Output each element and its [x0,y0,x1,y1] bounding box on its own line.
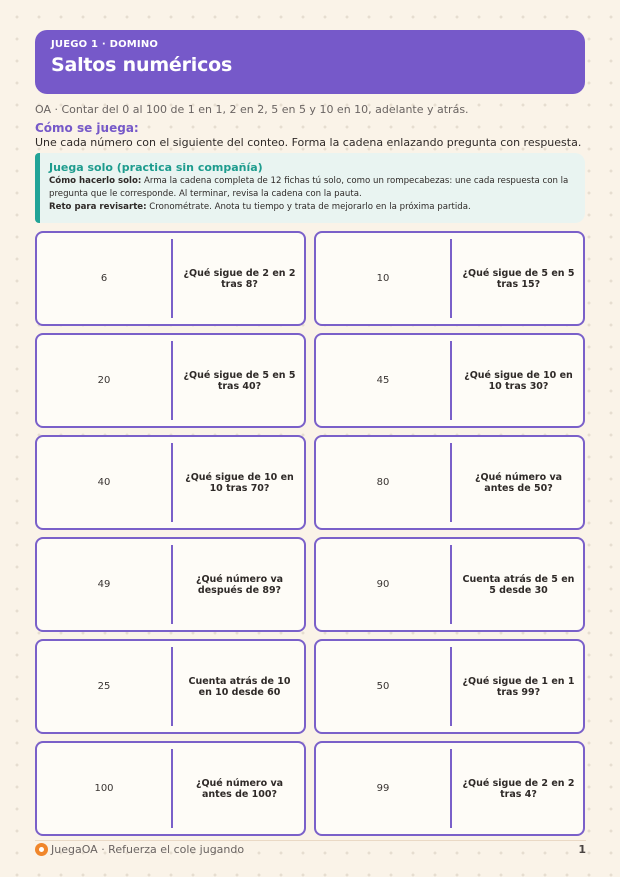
domino-card [35,639,306,734]
card-number: 49 [97,579,111,590]
card-number: 50 [376,681,390,692]
domino-card [35,231,306,326]
card-question: ¿Qué número va antes de 50? [474,471,563,494]
solo-how-paragraph [49,175,575,201]
page-number: 1 [578,843,586,856]
solo-challenge-paragraph [49,201,575,214]
card-divider [450,239,452,318]
how-to-text: Une cada número con el siguiente del conteo. Forma la cadena enlazando pregunta con respuesta. [35,136,582,149]
domino-card [314,537,585,632]
domino-card [35,537,306,632]
card-question: ¿Qué sigue de 1 en 1 tras 99? [462,675,575,698]
card-divider [171,545,173,624]
footer-brand: JuegaOA · Refuerza el cole jugando [51,843,245,856]
domino-card [314,435,585,530]
domino-card [314,333,585,428]
card-divider [450,443,452,522]
domino-card [35,741,306,836]
card-question: ¿Qué sigue de 2 en 2 tras 4? [462,777,575,800]
card-number: 45 [376,375,390,386]
solo-how-text: Arma la cadena completa de 12 fichas tú solo, como un rompecabezas: une cada respuesta con la pregunta que le corresponde. Al terminar, revisa la cadena con la pauta. [49,176,569,199]
card-question: ¿Qué número va después de 89? [195,573,284,596]
card-divider [450,545,452,624]
card-number: 20 [97,375,111,386]
solo-play-box [35,153,585,223]
card-divider [171,647,173,726]
card-question: ¿Qué sigue de 10 en 10 tras 30? [464,369,573,392]
learning-objective: OA · Contar del 0 al 100 de 1 en 1, 2 en 2, 5 en 5 y 10 en 10, adelante y atrás. [35,103,469,116]
card-number: 99 [376,783,390,794]
card-question: ¿Qué sigue de 5 en 5 tras 40? [183,369,296,392]
card-question: Cuenta atrás de 10 en 10 desde 60 [188,675,291,698]
card-question: ¿Qué número va antes de 100? [195,777,284,800]
solo-challenge-label: Reto para revisarte: [49,202,147,212]
header-banner [35,30,585,94]
game-kicker: JUEGO 1 · DOMINO [51,39,159,50]
footer-divider [35,840,586,841]
page-title: Saltos numéricos [51,54,233,76]
logo-circle-icon [35,843,48,856]
card-divider [450,647,452,726]
solo-challenge-text: Cronométrate. Anota tu tiempo y trata de mejorarlo en la próxima partida. [146,202,471,212]
domino-card [314,639,585,734]
card-question: ¿Qué sigue de 2 en 2 tras 8? [183,267,296,290]
page-footer [35,843,586,859]
domino-card [314,741,585,836]
card-divider [171,341,173,420]
card-number: 80 [376,477,390,488]
card-divider [450,749,452,828]
card-divider [171,749,173,828]
card-number: 6 [100,273,108,284]
card-question: ¿Qué sigue de 10 en 10 tras 70? [185,471,294,494]
how-to-title: Cómo se juega: [35,121,139,135]
domino-card [314,231,585,326]
card-divider [171,239,173,318]
card-question: Cuenta atrás de 5 en 5 desde 30 [462,573,575,596]
card-number: 40 [97,477,111,488]
card-number: 100 [94,783,114,794]
card-divider [450,341,452,420]
card-number: 25 [97,681,111,692]
solo-title: Juega solo (practica sin compañía) [49,161,263,174]
solo-how-label: Cómo hacerlo solo: [49,176,142,186]
card-divider [171,443,173,522]
domino-card [35,333,306,428]
card-number: 90 [376,579,390,590]
domino-card [35,435,306,530]
card-question: ¿Qué sigue de 5 en 5 tras 15? [462,267,575,290]
card-number: 10 [376,273,390,284]
